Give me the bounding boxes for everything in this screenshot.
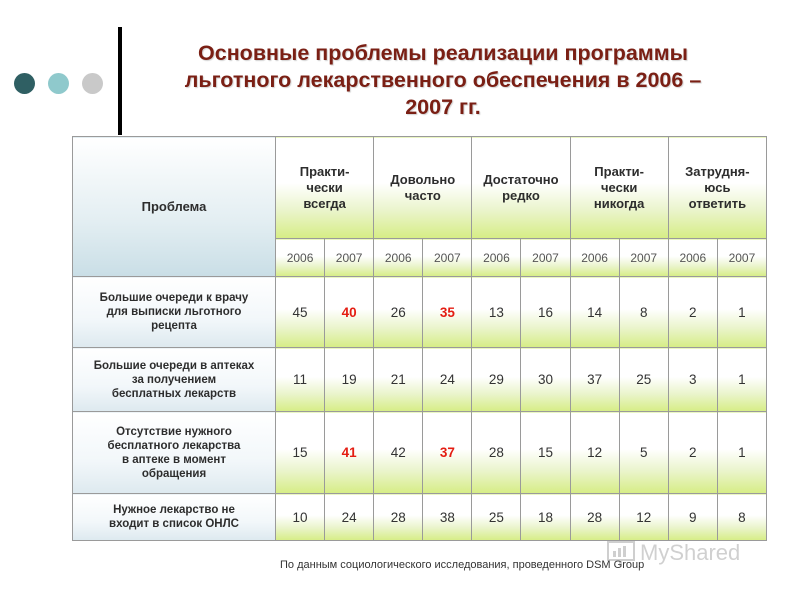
year-header: 2007	[325, 239, 374, 277]
category-line: всегда	[303, 195, 346, 211]
year-header: 2006	[668, 239, 717, 277]
value-cell: 42	[374, 412, 423, 494]
category-header-often	[374, 137, 472, 239]
value-cell: 9	[668, 494, 717, 541]
value-cell: 21	[374, 348, 423, 412]
value-cell: 12	[570, 412, 619, 494]
table-row	[73, 494, 767, 541]
value-cell: 1	[717, 348, 766, 412]
year-header: 2006	[472, 239, 521, 277]
title-line-3: 2007 гг.	[405, 95, 481, 119]
value-cell: 18	[521, 494, 570, 541]
problem-label	[73, 277, 276, 348]
slide-title	[128, 40, 758, 121]
category-line: Затрудня-	[685, 163, 750, 179]
value-cell: 41	[325, 412, 374, 494]
year-header: 2006	[570, 239, 619, 277]
problem-label-line: в аптеке в момент	[122, 453, 226, 466]
category-line: ответить	[688, 195, 747, 211]
table-row	[73, 277, 767, 348]
title-line-1: Основные проблемы реализации программы	[198, 41, 688, 65]
value-cell: 40	[325, 277, 374, 348]
value-cell: 8	[717, 494, 766, 541]
year-header: 2007	[619, 239, 668, 277]
value-cell: 10	[276, 494, 325, 541]
dot-gray	[82, 73, 103, 94]
value-cell: 2	[668, 412, 717, 494]
value-cell: 14	[570, 277, 619, 348]
problem-label-line: Отсутствие нужного	[116, 425, 232, 438]
category-line: Довольно	[390, 171, 456, 187]
problem-label	[73, 494, 276, 541]
problem-label-line: входит в список ОНЛС	[109, 518, 239, 530]
decorative-dots	[14, 73, 104, 95]
problem-label-line: бесплатных лекарств	[111, 387, 237, 400]
year-header: 2007	[423, 239, 472, 277]
value-cell: 2	[668, 277, 717, 348]
value-cell: 37	[423, 412, 472, 494]
value-cell: 26	[374, 277, 423, 348]
myshared-watermark	[606, 538, 766, 568]
problem-label-line: бесплатного лекарства	[107, 439, 241, 452]
value-cell: 1	[717, 277, 766, 348]
category-line: юсь	[704, 179, 731, 195]
value-cell: 24	[423, 348, 472, 412]
source-note: По данным социологического исследования, проведенного DSM Group	[280, 559, 645, 571]
value-cell: 28	[374, 494, 423, 541]
category-header-undecided	[668, 137, 766, 239]
category-line: чески	[306, 179, 343, 195]
dot-dark-teal	[14, 73, 35, 94]
problem-label	[73, 412, 276, 494]
category-line: часто	[404, 187, 441, 203]
value-cell: 45	[276, 277, 325, 348]
table-row	[73, 348, 767, 412]
category-line: Практи-	[299, 163, 350, 179]
category-line: Достаточно	[483, 171, 559, 187]
value-cell: 28	[570, 494, 619, 541]
value-cell: 19	[325, 348, 374, 412]
value-cell: 24	[325, 494, 374, 541]
problem-label-line: за получением	[131, 373, 217, 386]
value-cell: 37	[570, 348, 619, 412]
value-cell: 35	[423, 277, 472, 348]
category-line: редко	[502, 187, 540, 203]
value-cell: 25	[619, 348, 668, 412]
value-cell: 5	[619, 412, 668, 494]
presentation-screen-icon	[608, 542, 634, 566]
dot-light-teal	[48, 73, 69, 94]
category-line: никогда	[593, 195, 645, 211]
value-cell: 15	[521, 412, 570, 494]
value-cell: 15	[276, 412, 325, 494]
year-header: 2006	[276, 239, 325, 277]
problem-column-header: Проблема	[73, 137, 276, 277]
value-cell: 11	[276, 348, 325, 412]
problem-label-line: Нужное лекарство не	[113, 504, 235, 516]
value-cell: 12	[619, 494, 668, 541]
title-line-2: льготного лекарственного обеспечения в 2006 –	[184, 68, 702, 92]
table-row	[73, 412, 767, 494]
value-cell: 8	[619, 277, 668, 348]
survey-table	[72, 136, 767, 541]
category-line: чески	[600, 179, 638, 195]
table-header-row	[73, 137, 767, 239]
year-header: 2007	[717, 239, 766, 277]
category-header-always	[276, 137, 374, 239]
problem-label-line: Большие очереди в аптеках	[93, 359, 255, 372]
value-cell: 1	[717, 412, 766, 494]
value-cell: 25	[472, 494, 521, 541]
category-line: Практи-	[594, 163, 645, 179]
year-header: 2006	[374, 239, 423, 277]
value-cell: 3	[668, 348, 717, 412]
value-cell: 16	[521, 277, 570, 348]
problem-label-line: обращения	[141, 467, 207, 480]
problem-label	[73, 348, 276, 412]
value-cell: 28	[472, 412, 521, 494]
problem-label-line: Большие очереди к врачу	[99, 292, 249, 304]
problem-label-line: рецепта	[151, 320, 197, 332]
category-header-never	[570, 137, 668, 239]
year-header: 2007	[521, 239, 570, 277]
value-cell: 38	[423, 494, 472, 541]
category-header-rarely	[472, 137, 570, 239]
problem-label-line: для выписки льготного	[106, 306, 242, 318]
value-cell: 29	[472, 348, 521, 412]
value-cell: 30	[521, 348, 570, 412]
value-cell: 13	[472, 277, 521, 348]
watermark-text: MyShared	[640, 540, 741, 565]
vertical-divider	[118, 27, 122, 135]
